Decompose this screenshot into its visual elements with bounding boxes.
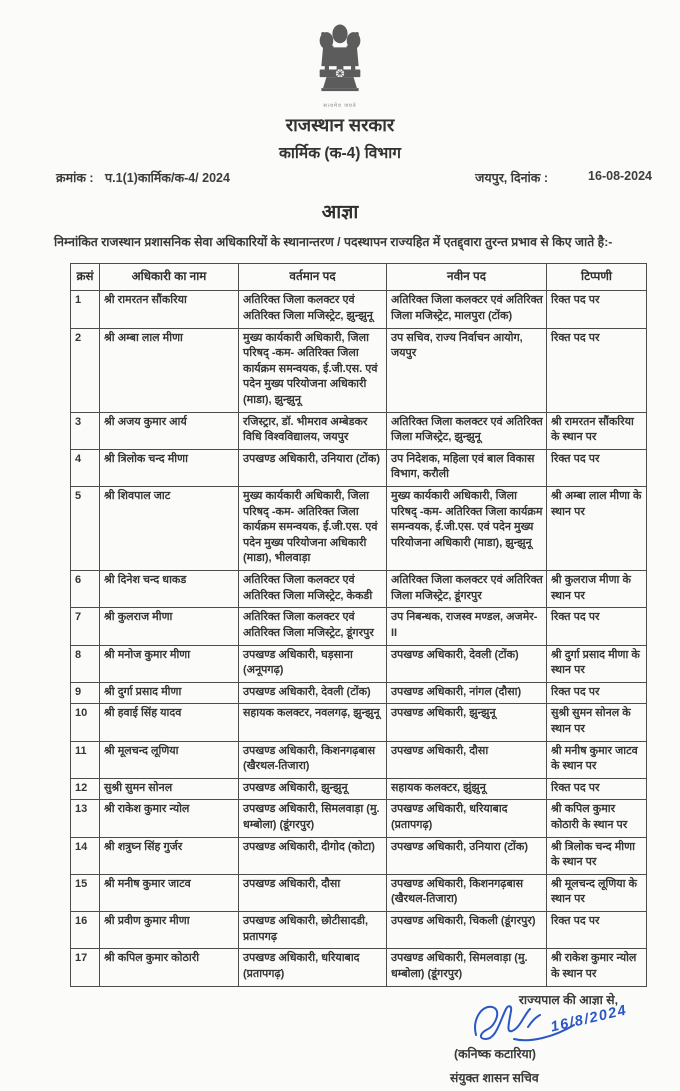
- table-cell: अतिरिक्त जिला कलक्टर एवं अतिरिक्त जिला मजिस्ट्रेट, झुन्झुनू: [387, 412, 547, 449]
- table-cell: श्री हवाई सिंह यादव: [100, 704, 239, 741]
- table-cell: 16: [71, 912, 100, 949]
- table-cell: उपखण्ड अधिकारी, दौसा: [387, 741, 547, 778]
- table-cell: 7: [71, 608, 100, 645]
- table-row: [71, 608, 647, 645]
- table-cell: श्री कुलराज मीणा के स्थान पर: [547, 571, 647, 608]
- table-cell: सुश्री सुमन सोनल के स्थान पर: [547, 704, 647, 741]
- table-cell: उप निबन्धक, राजस्व मण्डल, अजमेर-II: [387, 608, 547, 645]
- table-cell: उपखण्ड अधिकारी, घड़साना (अनूपगढ़): [239, 645, 387, 682]
- table-cell: श्री दुर्गा प्रसाद मीणा: [100, 682, 239, 704]
- reference-number-group: [56, 169, 230, 186]
- table-cell: मुख्य कार्यकारी अधिकारी, जिला परिषद् -कम- अतिरिक्त जिला कार्यक्रम समन्वयक, ई.जी.एस. एवं पदेन मुख्य परियोजना अधिकारी (माडा), झुन्झुनू: [239, 328, 387, 412]
- table-cell: 9: [71, 682, 100, 704]
- table-row: [71, 571, 647, 608]
- table-cell: उप सचिव, राज्य निर्वाचन आयोग, जयपुर: [387, 328, 547, 412]
- table-cell: श्री कपिल कुमार कोठारी: [100, 949, 239, 986]
- table-cell: रिक्त पद पर: [547, 291, 647, 328]
- place-date-group: [475, 169, 652, 186]
- table-cell: श्री शत्रुघ्न सिंह गुर्जर: [100, 837, 239, 874]
- table-cell: 5: [71, 487, 100, 571]
- table-cell: उपखण्ड अधिकारी, देवली (टोंक): [387, 645, 547, 682]
- table-cell: रिक्त पद पर: [547, 778, 647, 800]
- table-cell: 13: [71, 800, 100, 837]
- table-cell: अतिरिक्त जिला कलक्टर एवं अतिरिक्त जिला मजिस्ट्रेट, झुन्झुनू: [239, 291, 387, 328]
- india-national-emblem-icon: [314, 22, 366, 100]
- table-cell: श्री कुलराज मीणा: [100, 608, 239, 645]
- table-cell: उपखण्ड अधिकारी, उनियारा (टोंक): [239, 449, 387, 486]
- table-cell: श्री मनीष कुमार जाटव के स्थान पर: [547, 741, 647, 778]
- government-title: राजस्थान सरकार: [285, 115, 395, 135]
- order-title: आज्ञा: [321, 202, 359, 223]
- table-cell: श्री राकेश कुमार न्योल के स्थान पर: [547, 949, 647, 986]
- table-row: [71, 704, 647, 741]
- table-cell: उपखण्ड अधिकारी, झुन्झुनू: [239, 778, 387, 800]
- signature-block: [0, 991, 680, 1091]
- table-row: [71, 837, 647, 874]
- table-cell: 4: [71, 449, 100, 486]
- table-row: [71, 800, 647, 837]
- table-cell: 3: [71, 412, 100, 449]
- table-cell: 6: [71, 571, 100, 608]
- table-row: [71, 778, 647, 800]
- table-cell: श्री दुर्गा प्रसाद मीणा के स्थान पर: [547, 645, 647, 682]
- table-row: [71, 449, 647, 486]
- table-row: [71, 291, 647, 328]
- table-cell: मुख्य कार्यकारी अधिकारी, जिला परिषद् -कम- अतिरिक्त जिला कार्यक्रम समन्वयक, ई.जी.एस. एवं पदेन मुख्य परियोजना अधिकारी (माडा), भीलवाड़ा: [239, 487, 387, 571]
- table-header-cell: क्रसं: [71, 263, 100, 291]
- table-header-cell: टिप्पणी: [547, 263, 647, 291]
- table-cell: 1: [71, 291, 100, 328]
- table-header-row: [71, 263, 647, 291]
- table-header-cell: अधिकारी का नाम: [100, 263, 239, 291]
- table-cell: 8: [71, 645, 100, 682]
- table-cell: उपखण्ड अधिकारी, दौसा: [239, 874, 387, 911]
- reference-number: प.1(1)कार्मिक/क-4/ 2024: [105, 171, 230, 185]
- table-cell: 11: [71, 741, 100, 778]
- table-cell: उपखण्ड अधिकारी, उनियारा (टोंक): [387, 837, 547, 874]
- table-row: [71, 487, 647, 571]
- transfer-table-body: [71, 291, 647, 986]
- department-title: कार्मिक (क-4) विभाग: [279, 145, 401, 162]
- table-cell: श्री अम्बा लाल मीणा: [100, 328, 239, 412]
- signature-area: [410, 999, 650, 1089]
- table-cell: श्री त्रिलोक चन्द मीणा के स्थान पर: [547, 837, 647, 874]
- table-cell: उपखण्ड अधिकारी, दीगोद (कोटा): [239, 837, 387, 874]
- table-cell: श्री शिवपाल जाट: [100, 487, 239, 571]
- table-cell: अतिरिक्त जिला कलक्टर एवं अतिरिक्त जिला मजिस्ट्रेट, डूंगरपुर: [239, 608, 387, 645]
- table-cell: श्री प्रवीण कुमार मीणा: [100, 912, 239, 949]
- table-header-cell: नवीन पद: [387, 263, 547, 291]
- transfer-table: [70, 263, 647, 987]
- table-cell: श्री रामरतन सौंकरिया के स्थान पर: [547, 412, 647, 449]
- table-cell: रिक्त पद पर: [547, 328, 647, 412]
- table-cell: श्री रामरतन सौंकरिया: [100, 291, 239, 328]
- table-cell: उपखण्ड अधिकारी, किशनगढ़बास (खैरथल-तिजारा): [387, 874, 547, 911]
- emblem-caption: सत्यमेव जयते: [323, 103, 357, 109]
- table-cell: उपखण्ड अधिकारी, झुन्झुनू: [387, 704, 547, 741]
- reference-label: क्रमांक :: [56, 171, 94, 185]
- table-cell: श्री अजय कुमार आर्य: [100, 412, 239, 449]
- table-cell: रजिस्ट्रार, डॉ. भीमराव अम्बेडकर विधि विश्वविद्यालय, जयपुर: [239, 412, 387, 449]
- table-cell: श्री राकेश कुमार न्योल: [100, 800, 239, 837]
- table-cell: उपखण्ड अधिकारी, छोटीसादडी, प्रतापगढ़: [239, 912, 387, 949]
- table-cell: श्री मनोज कुमार मीणा: [100, 645, 239, 682]
- table-cell: उपखण्ड अधिकारी, नांगल (दौसा): [387, 682, 547, 704]
- table-cell: श्री मूलचन्द लूणिया के स्थान पर: [547, 874, 647, 911]
- table-cell: रिक्त पद पर: [547, 608, 647, 645]
- table-cell: उपखण्ड अधिकारी, किशनगढ़बास (खैरथल-तिजारा): [239, 741, 387, 778]
- table-row: [71, 949, 647, 986]
- table-row: [71, 682, 647, 704]
- table-cell: अतिरिक्त जिला कलक्टर एवं अतिरिक्त जिला मजिस्ट्रेट, मालपुरा (टोंक): [387, 291, 547, 328]
- table-row: [71, 412, 647, 449]
- table-cell: उपखण्ड अधिकारी, सिमलवाड़ा (मु. धम्बोला) (डूंगरपुर): [239, 800, 387, 837]
- table-cell: 15: [71, 874, 100, 911]
- place-date-label: जयपुर, दिनांक :: [475, 171, 549, 185]
- table-cell: अतिरिक्त जिला कलक्टर एवं अतिरिक्त जिला मजिस्ट्रेट, डूंगरपुर: [387, 571, 547, 608]
- table-cell: उपखण्ड अधिकारी, धरियाबाद (प्रतापगढ़): [387, 800, 547, 837]
- table-cell: सुश्री सुमन सोनल: [100, 778, 239, 800]
- table-cell: सहायक कलक्टर, नवलगढ़, झुन्झुनू: [239, 704, 387, 741]
- table-cell: उप निदेशक, महिला एवं बाल विकास विभाग, करौली: [387, 449, 547, 486]
- table-cell: श्री कपिल कुमार कोठारी के स्थान पर: [547, 800, 647, 837]
- table-cell: उपखण्ड अधिकारी, देवली (टोंक): [239, 682, 387, 704]
- table-cell: श्री मनीष कुमार जाटव: [100, 874, 239, 911]
- table-row: [71, 328, 647, 412]
- table-cell: रिक्त पद पर: [547, 449, 647, 486]
- signature-date: 16/8/2024: [549, 1001, 629, 1036]
- table-cell: श्री त्रिलोक चन्द मीणा: [100, 449, 239, 486]
- intro-paragraph: निम्नांकित राजस्थान प्रशासनिक सेवा अधिकारियों के स्थानान्तरण / पदस्थापन राज्यहित में एतद्द्वारा तुरन्त प्रभाव से किए जाते है:-: [54, 235, 613, 249]
- table-cell: रिक्त पद पर: [547, 912, 647, 949]
- table-cell: मुख्य कार्यकारी अधिकारी, जिला परिषद् -कम- अतिरिक्त जिला कार्यक्रम समन्वयक, ई.जी.एस. एवं पदेन मुख्य परियोजना अधिकारी (माडा), झुन्झुनू: [387, 487, 547, 571]
- table-cell: उपखण्ड अधिकारी, धरियाबाद (प्रतापगढ़): [239, 949, 387, 986]
- table-cell: 2: [71, 328, 100, 412]
- table-row: [71, 874, 647, 911]
- table-cell: उपखण्ड अधिकारी, सिमलवाड़ा (मु. धम्बोला) (डूंगरपुर): [387, 949, 547, 986]
- signatory-name: (कनिष्क कटारिया): [454, 1046, 536, 1061]
- table-cell: 12: [71, 778, 100, 800]
- document-header: [0, 0, 680, 109]
- table-cell: उपखण्ड अधिकारी, चिकली (डूंगरपुर): [387, 912, 547, 949]
- table-cell: 10: [71, 704, 100, 741]
- table-cell: अतिरिक्त जिला कलक्टर एवं अतिरिक्त जिला मजिस्ट्रेट, केकडी: [239, 571, 387, 608]
- reference-line: [0, 163, 680, 186]
- by-order-text: राज्यपाल की आज्ञा से,: [518, 992, 618, 1007]
- table-cell: रिक्त पद पर: [547, 682, 647, 704]
- table-row: [71, 645, 647, 682]
- table-cell: 17: [71, 949, 100, 986]
- table-cell: श्री दिनेश चन्द धाकड: [100, 571, 239, 608]
- table-cell: सहायक कलक्टर, झुंझुनू: [387, 778, 547, 800]
- table-row: [71, 912, 647, 949]
- table-cell: श्री अम्बा लाल मीणा के स्थान पर: [547, 487, 647, 571]
- table-cell: श्री मूलचन्द लूणिया: [100, 741, 239, 778]
- signatory-title: संयुक्त शासन सचिव: [450, 1070, 539, 1085]
- order-date: 16-08-2024: [588, 169, 652, 183]
- table-cell: 14: [71, 837, 100, 874]
- table-header-cell: वर्तमान पद: [239, 263, 387, 291]
- table-row: [71, 741, 647, 778]
